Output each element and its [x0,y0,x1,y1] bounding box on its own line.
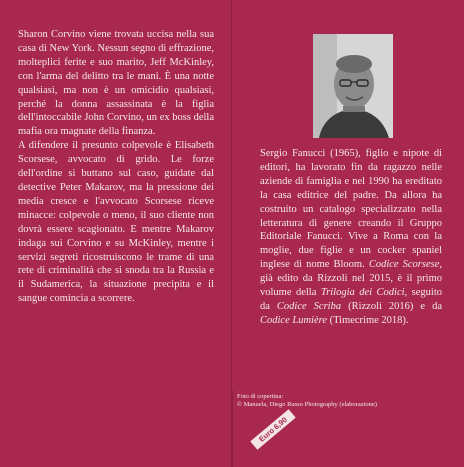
bio-title-trilogia: Trilogia dei Codici [320,287,405,299]
synopsis-text [18,28,214,306]
bio-title-codice-scriba: Codice Scriba [276,300,342,312]
bio-text-1: Sergio Fanucci (1965), figlio e nipote di editori, ha lavorato fin da ragazzo nelle aziende di famiglia e nel 1990 ha ereditato la casa editrice del padre. Da allora ha costruito un catalogo specializzato nella letteratura di genere creando il Gruppo Editoriale Fanucci. Vive a Roma con la moglie, due figlie e un cocker spaniel inglese di nome Bloom. [260,148,442,271]
credit-divider [232,390,233,467]
bio-title-codice-lumiere: Codice Lumière [260,314,327,326]
price-tag: Euro 6,90 [250,409,295,450]
bio-text-4: (Rizzoli 2016) e da [341,300,443,312]
author-bio [260,147,442,328]
synopsis-paragraph-2: A difendere il presunto colpevole è Elisabeth Scorsese, avvocato di grido. Le forze dell'ordine si buttano sul caso, guidate dal detective Peter Makarov, ma la pressione dei media cresce e l'avvocato Scorsese riceve minacce: colpevole o meno, il suo cliente non dovrà essere scagionato. E mentre Makarov indaga sui Corvino e su McKinley, mentre i servizi segreti ricostruiscono le trame di una rete di criminalità che si snoda tra la Russia e il Sudamerica, la situazione precipita e il sangue comincia a scorrere. [18,140,214,305]
synopsis-paragraph-1: Sharon Corvino viene trovata uccisa nella sua casa di New York. Nessun segno di effrazione, molteplici ferite e suo marito, Jeff McKinley, con l'arma del delitto tra le mani. È una notte qualsiasi, ma non è un omicidio qualsiasi, perché la donna assassinata è la figlia dell'intoccabile John Corvino, un ex boss della mafia ora magnate della finanza. [18,29,214,138]
bio-text-3: , seguito da [260,287,442,312]
bio-title-codice-scorsese: Codice Scorsese [368,259,440,271]
author-portrait-image [313,34,393,138]
bio-text-2: , già edito da Rizzoli nel 2015, è il primo volume della [260,259,443,299]
bio-text-5: (Timecrime 2018). [326,314,409,326]
author-photo [313,34,393,138]
left-flap [0,0,231,467]
cover-credit-text: © Manuela, Diego Russo Photography (elaborazione) [237,401,377,408]
cover-credit-title: Foto di copertina: [237,393,284,400]
right-flap [232,0,464,467]
